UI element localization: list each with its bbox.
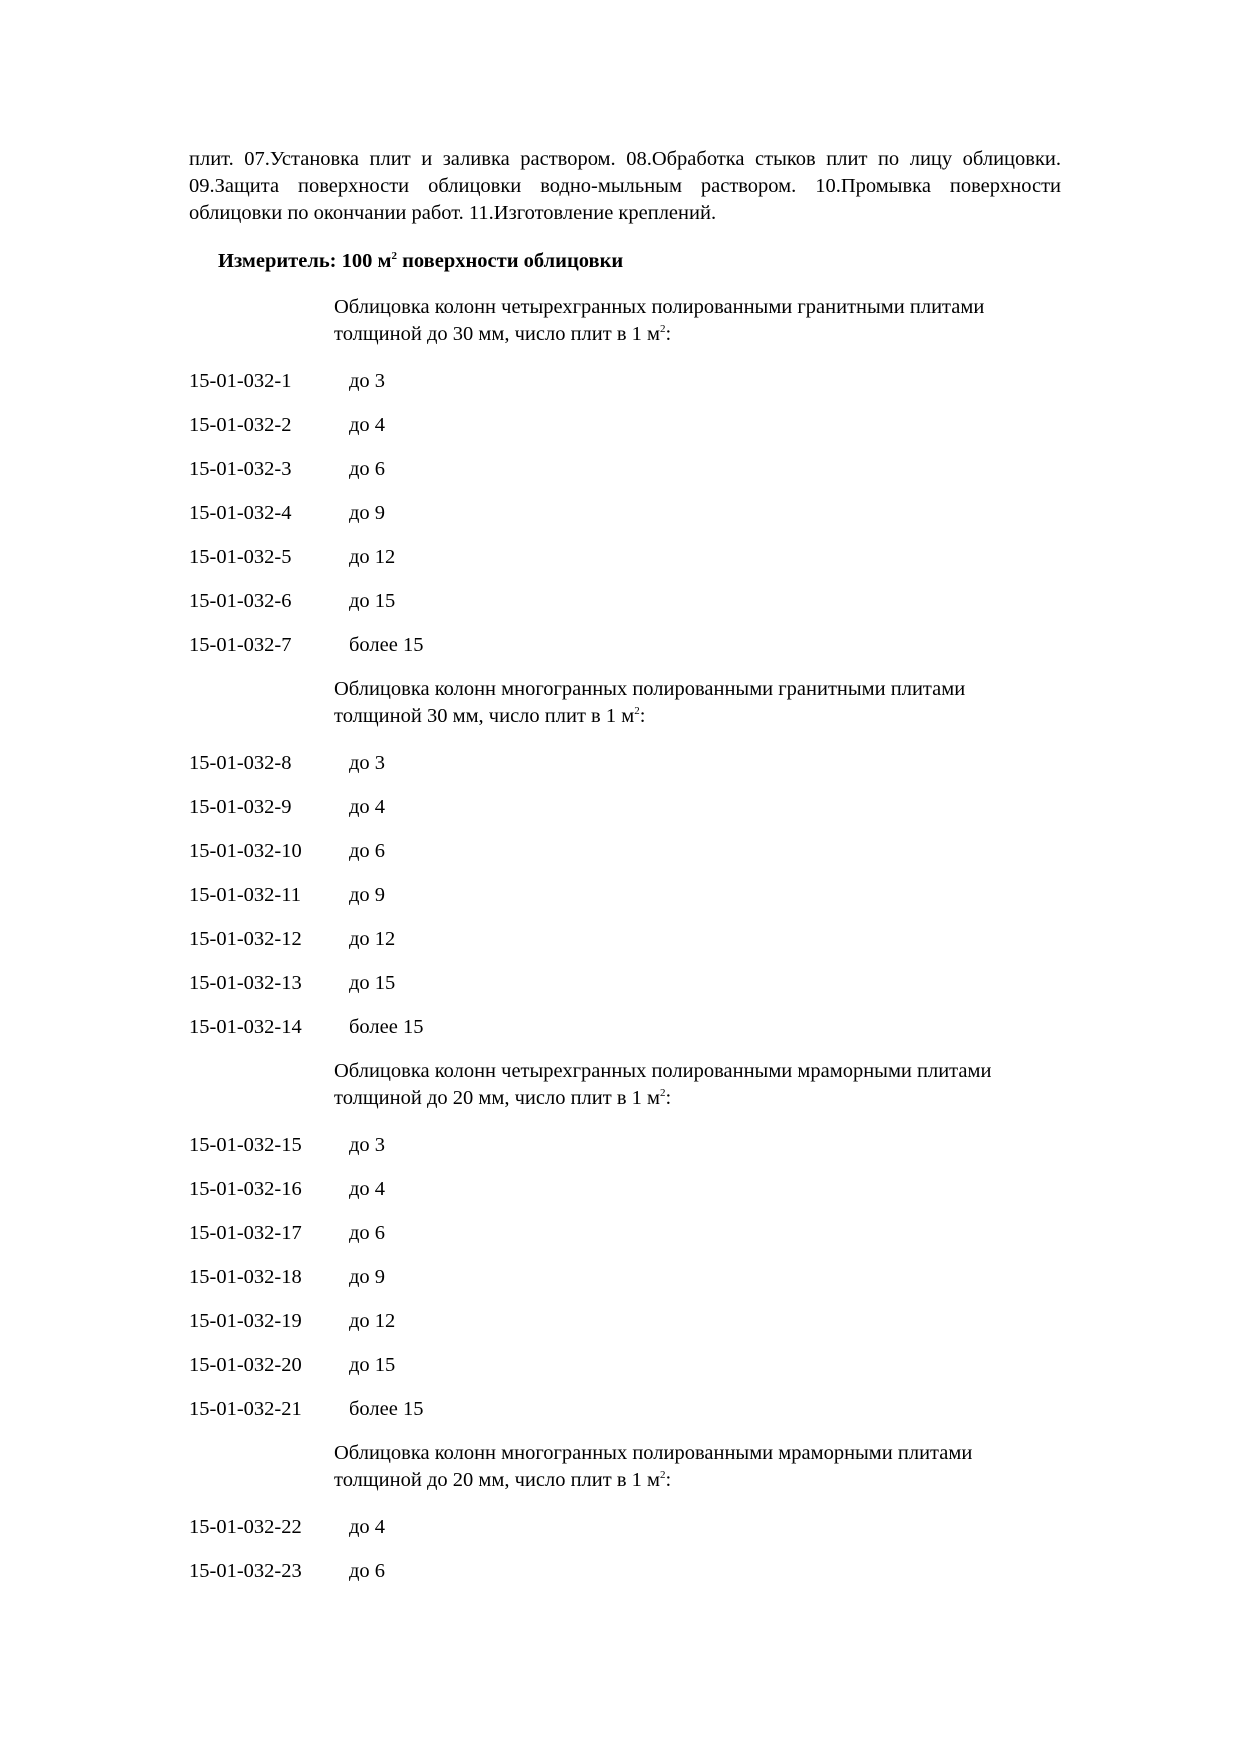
group-title-superscript: 2 (660, 323, 666, 335)
table-row (189, 1264, 385, 1291)
group-title-text: толщиной до 30 мм, число плит в 1 м (334, 323, 660, 345)
row-desc: до 4 (349, 796, 386, 818)
row-desc: до 6 (349, 1222, 386, 1244)
row-code: 15-01-032-23 (189, 1560, 302, 1582)
group-title-text: толщиной 30 мм, число плит в 1 м (334, 705, 635, 727)
row-code: 15-01-032-17 (189, 1222, 302, 1244)
row-desc: до 6 (349, 458, 386, 480)
table-row (189, 794, 385, 821)
group-title (334, 676, 1034, 730)
row-desc: до 3 (349, 1134, 386, 1156)
group-title-line-1: Облицовка колонн четырехгранных полированными гранитными плитами (334, 296, 985, 318)
group-title-superscript: 2 (634, 705, 640, 717)
row-desc: более 15 (349, 634, 424, 656)
row-desc: до 15 (349, 972, 396, 994)
intro-paragraph (189, 146, 1061, 227)
table-row (189, 1558, 385, 1585)
measure-prefix: Измеритель: 100 м (218, 250, 392, 272)
row-desc: до 4 (349, 414, 386, 436)
row-desc: более 15 (349, 1016, 424, 1038)
table-row (189, 970, 395, 997)
row-code: 15-01-032-16 (189, 1178, 302, 1200)
row-desc: до 4 (349, 1178, 386, 1200)
row-desc: до 15 (349, 590, 396, 612)
row-code: 15-01-032-12 (189, 928, 302, 950)
row-code: 15-01-032-14 (189, 1016, 302, 1038)
table-row (189, 1176, 385, 1203)
group-title-text: толщиной до 20 мм, число плит в 1 м (334, 1087, 660, 1109)
group-title-line-1: Облицовка колонн четырехгранных полированными мраморными плитами (334, 1060, 992, 1082)
table-row (189, 456, 385, 483)
measure-superscript: 2 (391, 250, 397, 262)
row-desc: более 15 (349, 1398, 424, 1420)
row-code: 15-01-032-13 (189, 972, 302, 994)
group-title-superscript: 2 (660, 1469, 666, 1481)
row-code: 15-01-032-6 (189, 590, 292, 612)
row-code: 15-01-032-5 (189, 546, 292, 568)
table-row (189, 1514, 385, 1541)
table-row (189, 368, 385, 395)
row-code: 15-01-032-20 (189, 1354, 302, 1376)
row-code: 15-01-032-3 (189, 458, 292, 480)
table-row (189, 500, 385, 527)
row-desc: до 3 (349, 752, 386, 774)
row-code: 15-01-032-18 (189, 1266, 302, 1288)
row-desc: до 9 (349, 884, 386, 906)
row-code: 15-01-032-19 (189, 1310, 302, 1332)
table-row (189, 632, 423, 659)
measure-unit-heading (218, 250, 623, 273)
row-desc: до 12 (349, 546, 396, 568)
intro-line-3: облицовки по окончании работ. 11.Изготовление креплений. (189, 202, 717, 224)
group-title-line-1: Облицовка колонн многогранных полированными мраморными плитами (334, 1442, 973, 1464)
group-title (334, 1058, 1034, 1112)
group-title-suffix: : (665, 323, 672, 345)
table-row (189, 1132, 385, 1159)
row-code: 15-01-032-8 (189, 752, 292, 774)
table-row (189, 1308, 395, 1335)
table-row (189, 1220, 385, 1247)
table-row (189, 1352, 395, 1379)
table-row (189, 412, 385, 439)
intro-line-1: плит. 07.Установка плит и заливка раствором. 08.Обработка стыков плит по лицу облицовки. (189, 148, 1061, 170)
measure-suffix: поверхности облицовки (396, 250, 624, 272)
row-desc: до 12 (349, 1310, 396, 1332)
table-row (189, 1396, 423, 1423)
group-title-suffix: : (639, 705, 646, 727)
row-desc: до 6 (349, 840, 386, 862)
table-row (189, 882, 385, 909)
group-title-line-2 (334, 1087, 671, 1109)
row-code: 15-01-032-7 (189, 634, 292, 656)
group-title-line-2 (334, 1469, 671, 1491)
table-row (189, 1014, 423, 1041)
row-code: 15-01-032-9 (189, 796, 292, 818)
group-title (334, 294, 1034, 348)
row-code: 15-01-032-22 (189, 1516, 302, 1538)
table-row (189, 750, 385, 777)
group-title (334, 1440, 1034, 1494)
row-code: 15-01-032-1 (189, 370, 292, 392)
row-desc: до 15 (349, 1354, 396, 1376)
row-code: 15-01-032-4 (189, 502, 292, 524)
group-title-text: толщиной до 20 мм, число плит в 1 м (334, 1469, 660, 1491)
row-desc: до 12 (349, 928, 396, 950)
row-code: 15-01-032-21 (189, 1398, 302, 1420)
intro-line-2: 09.Защита поверхности облицовки водно-мыльным раствором. 10.Промывка поверхности (189, 175, 1061, 197)
row-desc: до 4 (349, 1516, 386, 1538)
row-code: 15-01-032-11 (189, 884, 301, 906)
row-code: 15-01-032-15 (189, 1134, 302, 1156)
row-code: 15-01-032-2 (189, 414, 292, 436)
table-row (189, 838, 385, 865)
group-title-suffix: : (665, 1087, 672, 1109)
table-row (189, 588, 395, 615)
group-title-suffix: : (665, 1469, 672, 1491)
table-row (189, 926, 395, 953)
row-desc: до 6 (349, 1560, 386, 1582)
row-desc: до 9 (349, 502, 386, 524)
row-desc: до 3 (349, 370, 386, 392)
group-title-line-1: Облицовка колонн многогранных полированными гранитными плитами (334, 678, 966, 700)
table-row (189, 544, 395, 571)
group-title-line-2 (334, 705, 645, 727)
row-desc: до 9 (349, 1266, 386, 1288)
group-title-superscript: 2 (660, 1087, 666, 1099)
group-title-line-2 (334, 323, 671, 345)
row-code: 15-01-032-10 (189, 840, 302, 862)
